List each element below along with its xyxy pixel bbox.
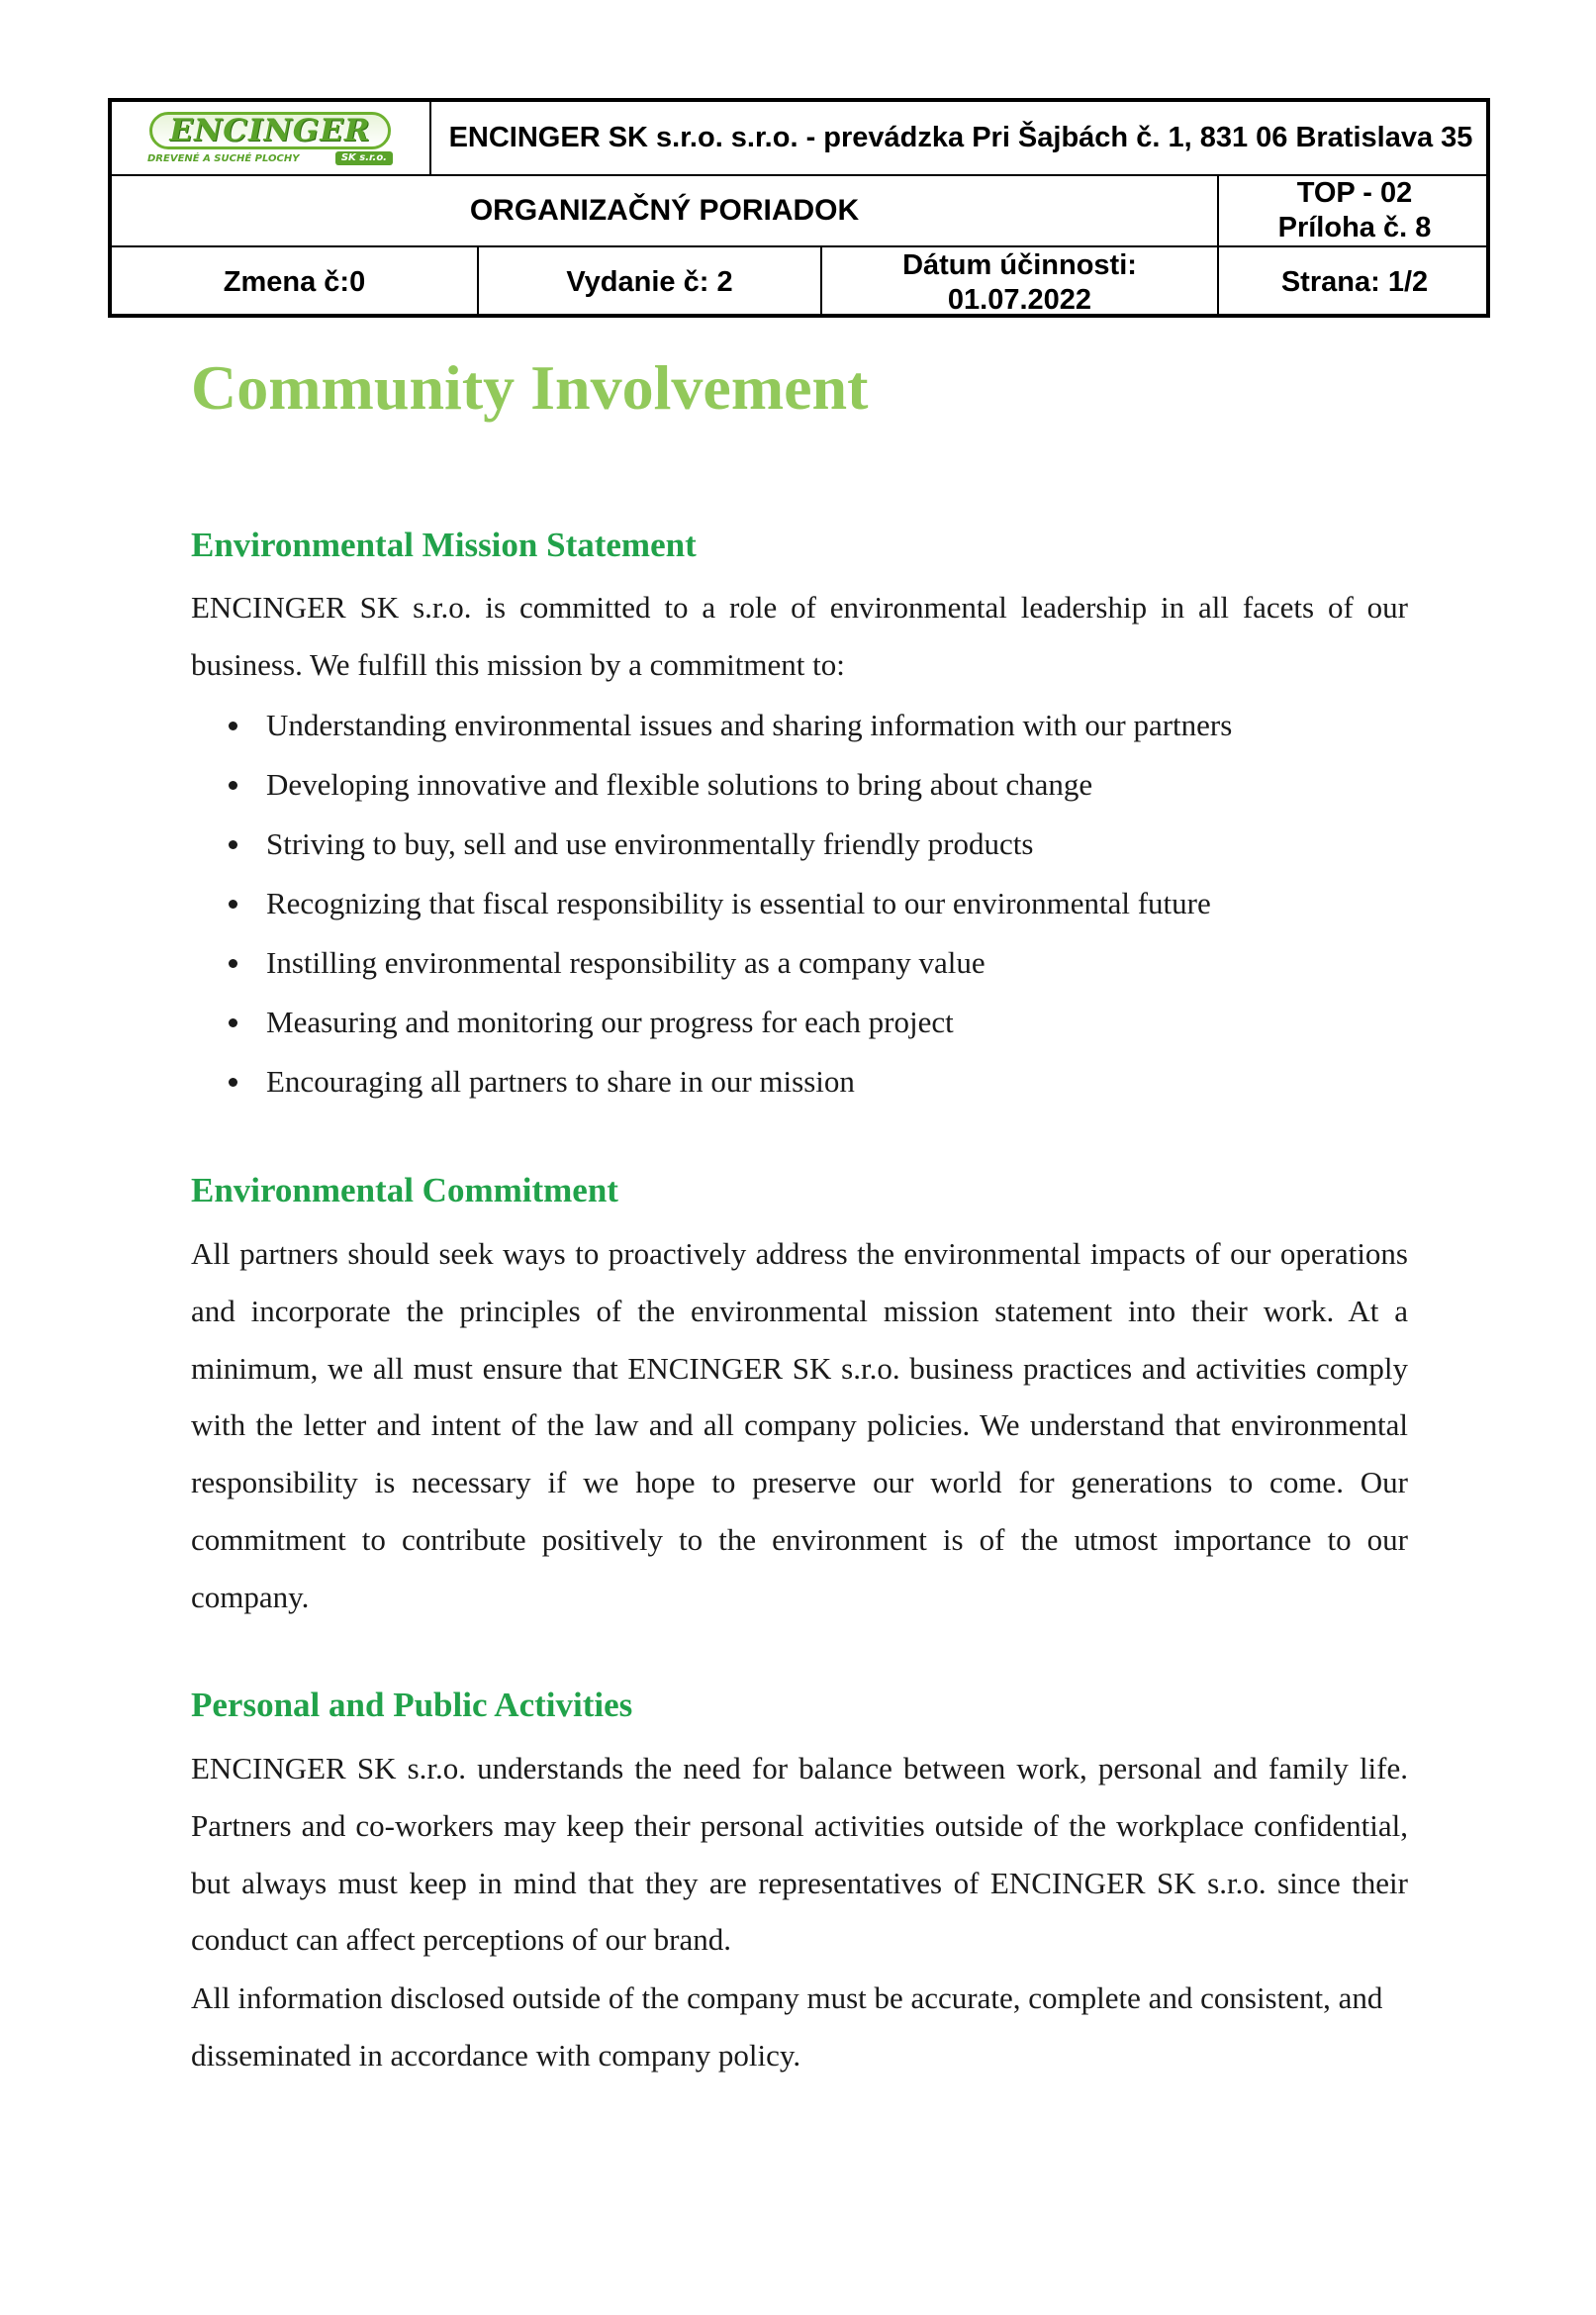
list-item: Developing innovative and flexible solutions to bring about change [191,755,1408,815]
header-document-type: ORGANIZAČNÝ PORIADOK [469,194,860,227]
company-logo [147,112,393,167]
bullet-dot [229,722,237,730]
header-top-code [1219,176,1490,245]
bullet-dot [229,781,237,790]
mission-paragraph: ENCINGER SK s.r.o. is committed to a role of environmental leadership in all facets of our business. We fulfill this mission by a commitment to: [191,590,1408,682]
list-item: Encouraging all partners to share in our mission [191,1052,1408,1111]
bullet-dot [229,1078,237,1087]
header-date-value: 01.07.2022 [947,283,1092,316]
commitment-paragraph: All partners should seek ways to proactively address the environmental impacts of our operations and incorporate the principles of the environmental mission statement into their work. At a minimum, we all must ensure that ENCINGER SK s.r.o. business practices and activities comply with the letter and intent of the law and all company policies. We understand that environmental responsibility is necessary if we hope to preserve our world for generations to come. Our commitment to contribute positively to the environment is of the utmost importance to our company. [191,1236,1408,1614]
bullet-dot [229,900,237,909]
list-item: Understanding environmental issues and sharing information with our partners [191,696,1408,755]
header-vydanie: Vydanie č: 2 [566,266,733,299]
header-zmena: Zmena č:0 [223,266,366,299]
bullet-dot [229,840,237,849]
bullet-dot [229,959,237,968]
header-top-code-line2: Príloha č. 8 [1277,212,1432,243]
header-effective-date [822,247,1217,318]
section-heading-activities: Personal and Public Activities [191,1686,633,1724]
list-item: Measuring and monitoring our progress for each project [191,993,1408,1052]
list-item: Striving to buy, sell and use environmentally friendly products [191,815,1408,874]
logo-tagline: DREVENÉ A SUCHÉ PLOCHY [147,152,300,164]
logo-subline [147,151,393,165]
header-top-code-line1: TOP - 02 [1296,177,1413,210]
logo-wordmark: ENCINGER [149,112,391,149]
header-company-line: ENCINGER SK s.r.o. s.r.o. - prevádzka Pri Šajbách č. 1, 831 06 Bratislava 35 [448,122,1473,154]
activities-paragraph: ENCINGER SK s.r.o. understands the need for balance between work, personal and family life. Partners and co-workers may keep their personal activities outside of the workplace confidential, but always must keep in mind that they are representatives of ENCINGER SK s.r.o. since their conduct can affect perceptions of our brand. [191,1751,1408,1958]
list-item: Recognizing that fiscal responsibility is essential to our environmental future [191,874,1408,933]
section-heading-mission: Environmental Mission Statement [191,526,697,564]
page-title: Community Involvement [191,352,869,423]
list-item: Instilling environmental responsibility as a company value [191,933,1408,993]
mission-bullet-list [191,696,1408,1111]
document-header-table [108,98,1490,318]
logo-badge: SK s.r.o. [335,151,393,165]
section-heading-commitment: Environmental Commitment [191,1171,618,1209]
bullet-dot [229,1018,237,1027]
header-page-number: Strana: 1/2 [1280,266,1429,299]
header-date-label: Dátum účinnosti: [902,248,1137,281]
activities-paragraph-2: All information disclosed outside of the company must be accurate, complete and consistent, and disseminated in accordance with company policy. [191,1980,1383,2073]
